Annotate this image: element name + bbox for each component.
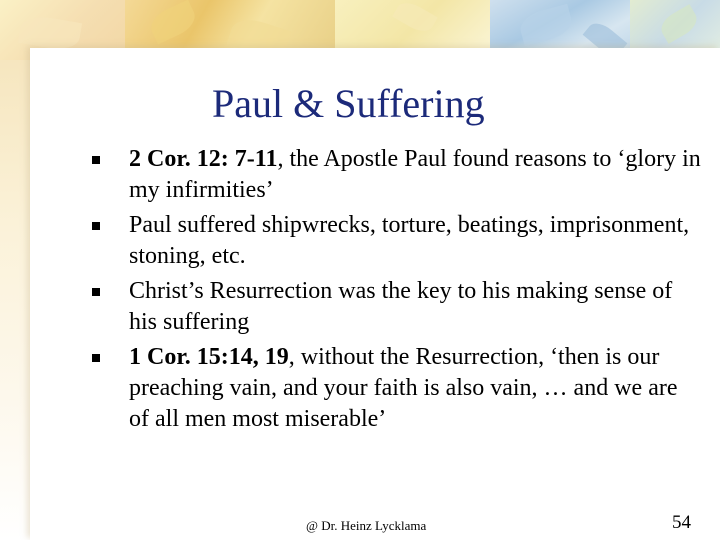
square-bullet-icon — [92, 156, 100, 164]
bullet-text: Paul suffered shipwrecks, torture, beatings, imprisonment, stoning, etc. — [129, 212, 690, 269]
slide-title: Paul & Suffering — [212, 81, 485, 126]
bullet-text: , the Apostle Paul found reasons to ‘glory in my infirmities’ — [129, 146, 701, 203]
list-item — [92, 342, 702, 435]
scripture-reference: 1 Cor. 15:14, 19 — [129, 344, 289, 370]
list-item — [92, 276, 702, 338]
square-bullet-icon — [92, 288, 100, 296]
bullet-text: , without the Resurrection, ‘then is our preaching vain, and your faith is also vain, … and we are of all men most miserable’ — [129, 344, 678, 432]
list-item — [92, 144, 702, 206]
bullet-text: Christ’s Resurrection was the key to his making sense of his suffering — [129, 278, 673, 335]
decorative-left-strip — [0, 60, 30, 540]
square-bullet-icon — [92, 222, 100, 230]
scripture-reference: 2 Cor. 12: 7-11 — [129, 146, 278, 172]
list-item — [92, 210, 702, 272]
page-number: 54 — [672, 512, 691, 533]
square-bullet-icon — [92, 354, 100, 362]
bullet-list — [92, 144, 702, 439]
footer-credit: @ Dr. Heinz Lycklama — [306, 518, 427, 533]
